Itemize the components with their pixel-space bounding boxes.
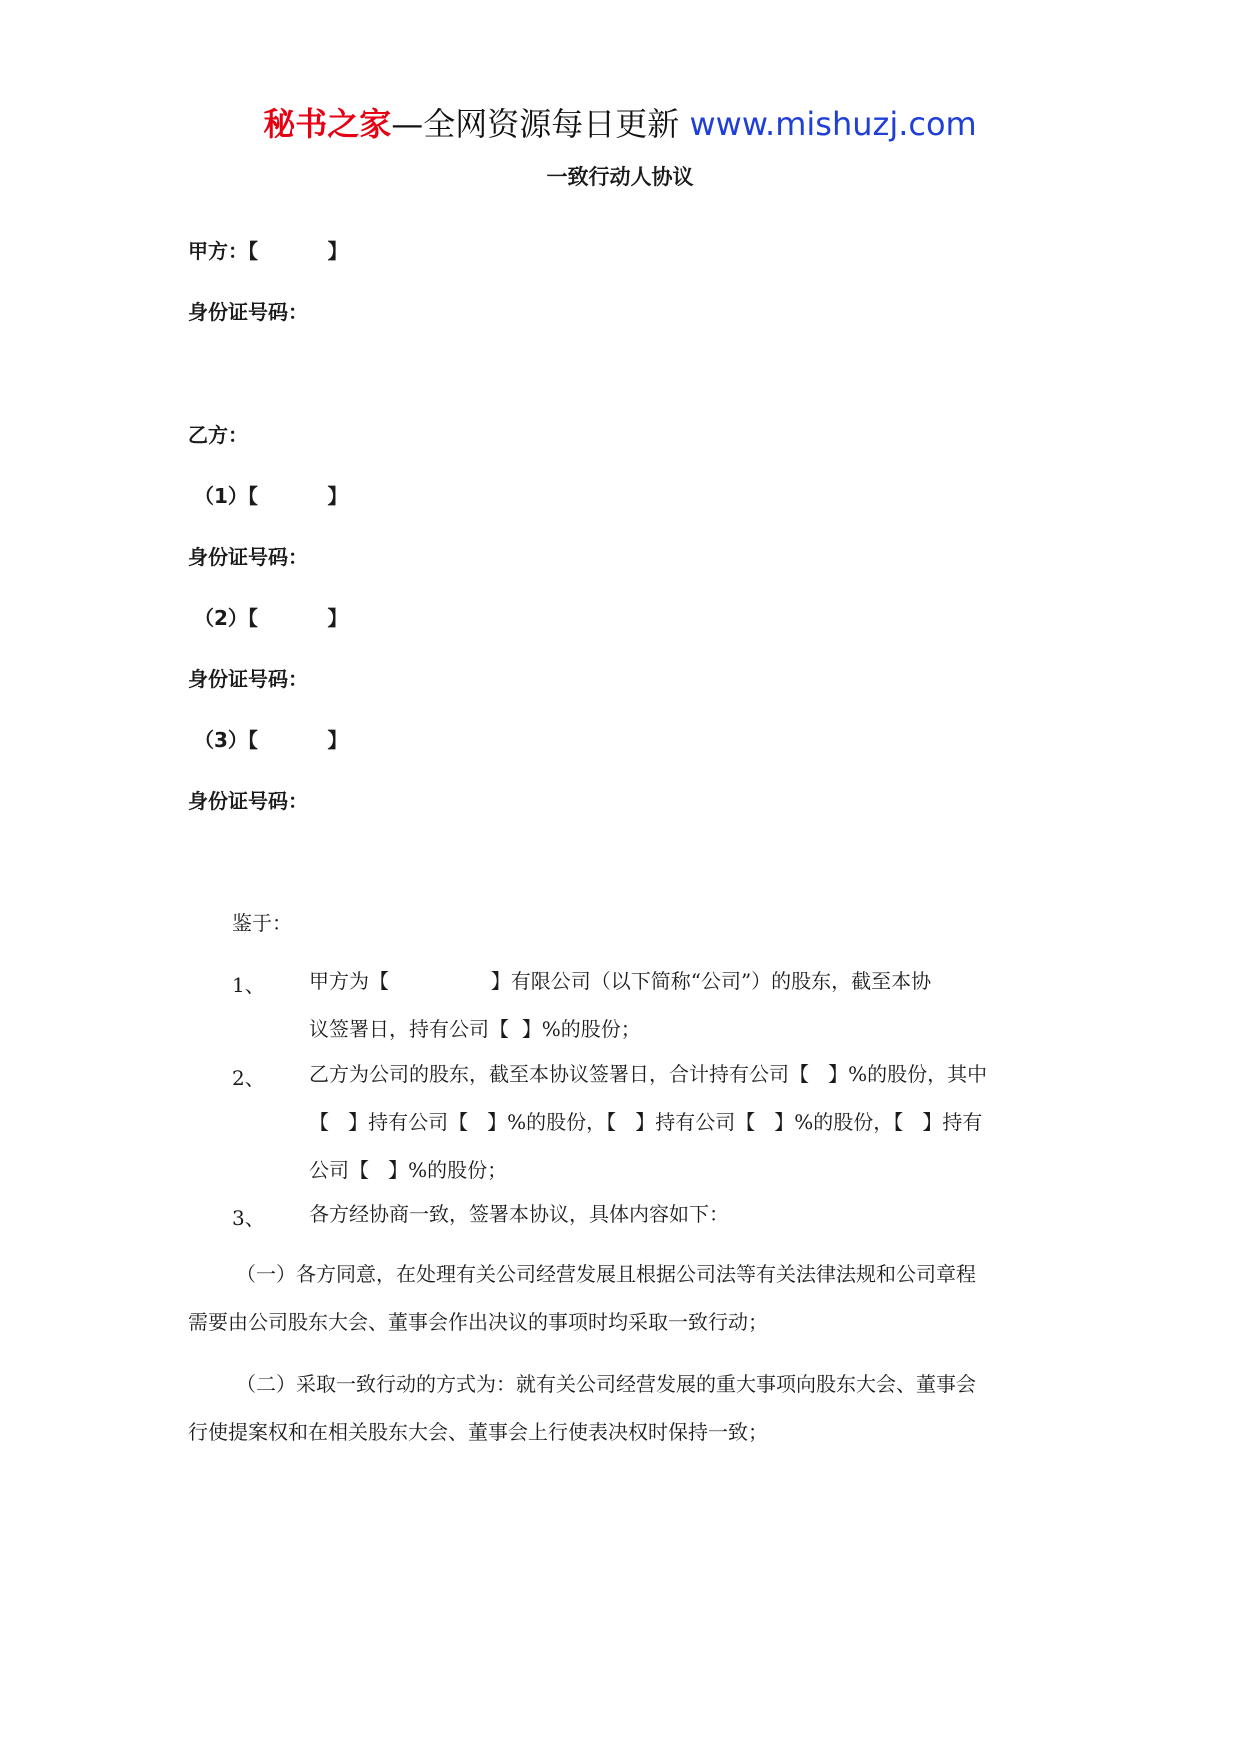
party-b-label: 乙方： bbox=[188, 423, 248, 447]
party-b-member-1-name-field: 【 】 bbox=[247, 484, 348, 508]
party-a-id-label: 身份证号码： bbox=[188, 300, 308, 324]
banner-slogan: —全网资源每日更新 bbox=[391, 105, 680, 143]
party-b-member-1-id-label: 身份证号码： bbox=[188, 545, 308, 569]
whereas-item-2-line-2: 【 】持有公司【 】%的股份，【 】持有公司【 】%的股份，【 】持有 bbox=[309, 1110, 983, 1134]
clause-2-line-1: （二）采取一致行动的方式为：就有关公司经营发展的重大事项向股东大会、董事会 bbox=[236, 1372, 976, 1396]
party-b-member-2-name-field: 【 】 bbox=[247, 606, 348, 630]
clause-2-line-2: 行使提案权和在相关股东大会、董事会上行使表决权时保持一致； bbox=[188, 1420, 768, 1444]
party-a-name-field: 【 】 bbox=[248, 239, 348, 263]
whereas-item-1-line-1: 甲方为【 】有限公司（以下简称“公司”）的股东，截至本协 bbox=[309, 969, 932, 993]
party-a-label bbox=[188, 235, 348, 264]
party-b-member-1 bbox=[194, 480, 348, 509]
banner-url[interactable]: www.mishuzj.com bbox=[689, 105, 977, 143]
clause-1-line-1: （一）各方同意，在处理有关公司经营发展且根据公司法等有关法律法规和公司章程 bbox=[236, 1262, 976, 1286]
party-b-member-2-id-label: 身份证号码： bbox=[188, 667, 308, 691]
whereas-item-2-line-3: 公司【 】%的股份； bbox=[309, 1158, 508, 1182]
party-b-member-2-index: （2） bbox=[194, 606, 248, 630]
document-title: 一致行动人协议 bbox=[546, 165, 694, 189]
whereas-item-3-line-1: 各方经协商一致，签署本协议，具体内容如下： bbox=[309, 1202, 729, 1226]
party-b-member-3-index: （3） bbox=[194, 728, 248, 752]
clause-1-line-2: 需要由公司股东大会、董事会作出决议的事项时均采取一致行动； bbox=[188, 1310, 768, 1334]
whereas-item-2-number: 2、 bbox=[232, 1066, 265, 1090]
whereas-item-2-line-1: 乙方为公司的股东，截至本协议签署日，合计持有公司【 】%的股份，其中 bbox=[309, 1062, 988, 1086]
party-b-member-2 bbox=[194, 602, 348, 631]
party-b-member-3-id-label: 身份证号码： bbox=[188, 789, 308, 813]
party-b-member-3-name-field: 【 】 bbox=[247, 728, 348, 752]
whereas-item-1-number: 1、 bbox=[232, 973, 265, 997]
site-banner bbox=[0, 104, 1240, 144]
whereas-item-3-number: 3、 bbox=[232, 1206, 265, 1230]
whereas-item-1-line-2: 议签署日，持有公司【 】%的股份； bbox=[309, 1017, 641, 1041]
whereas-heading: 鉴于： bbox=[232, 911, 292, 935]
party-a-label-text: 甲方： bbox=[188, 239, 248, 263]
party-b-member-1-index: （1） bbox=[194, 484, 248, 508]
party-b-member-3 bbox=[194, 724, 348, 753]
banner-brand: 秘书之家 bbox=[263, 105, 392, 143]
